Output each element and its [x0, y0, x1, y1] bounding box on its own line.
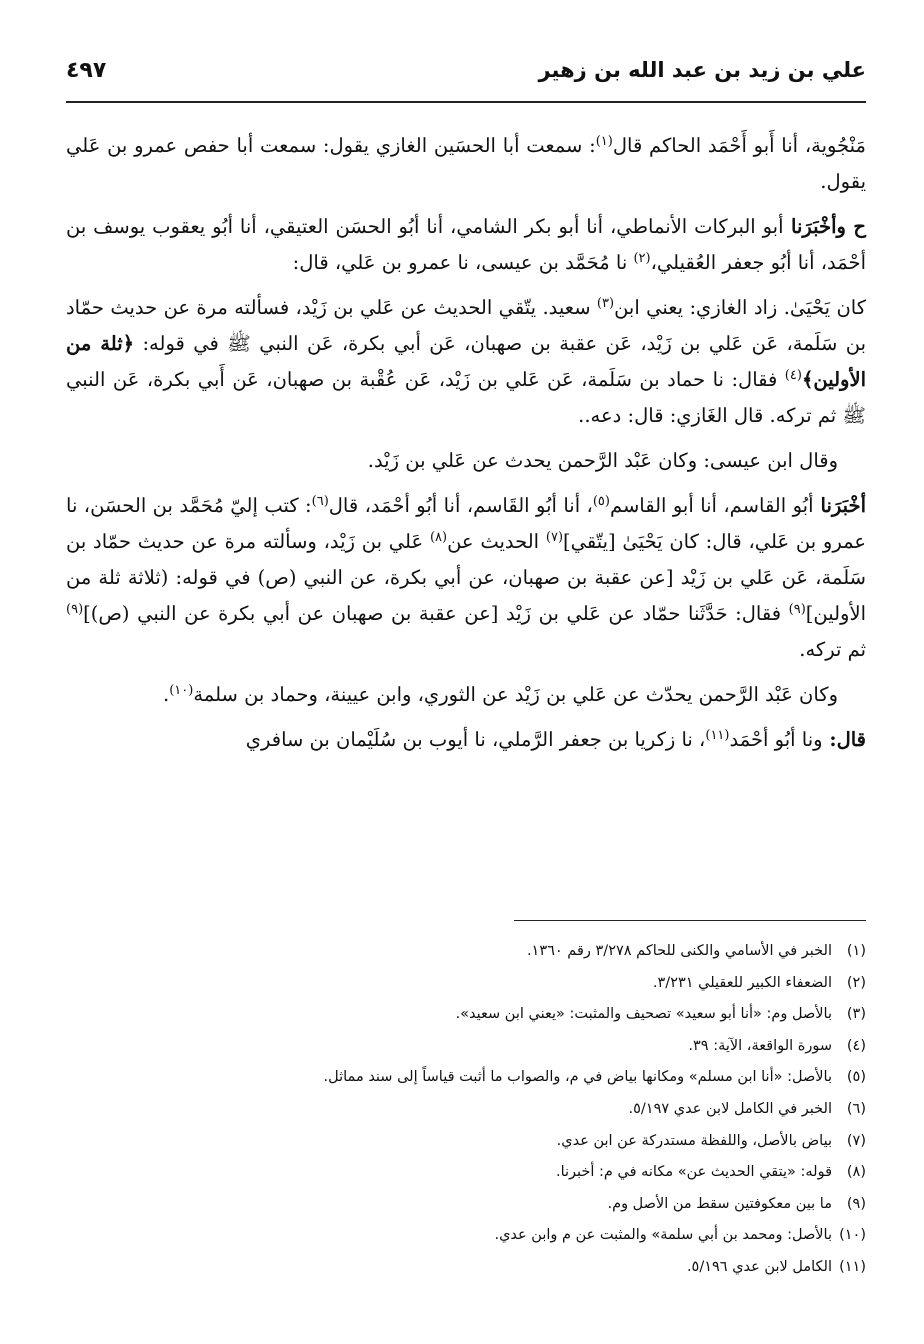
footnote-text: الخبر في الكامل لابن عدي ٥/١٩٧. [628, 1100, 832, 1117]
footnote-item [66, 1252, 866, 1284]
footnote-marker: (٢) [633, 251, 651, 266]
bold-keyword: ﴿ثلة من الأولين﴾ [66, 332, 866, 391]
footnote-text: الضعفاء الكبير للعقيلي ٣/٢٣١. [652, 974, 832, 991]
footnote-text: سورة الواقعة، الآية: ٣٩. [688, 1037, 832, 1054]
footnote-item [66, 1094, 866, 1126]
footnote-text: قوله: «يتقي الحديث عن» مكانه في م: أخبرنا. [555, 1164, 832, 1181]
footnote-item [66, 968, 866, 1000]
footnote-item [66, 1031, 866, 1063]
text-segment: كان يَحْيَىٰ. زاد الغازي: يعني ابن [614, 296, 866, 319]
footnote-text: ما بين معكوفتين سقط من الأصل وم. [607, 1195, 832, 1212]
footnote-marker: (٩) [788, 602, 806, 617]
footnote-marker: (١٠) [169, 683, 194, 698]
footnote-text: بالأصل وم: «أنا أبو سعيد» تصحيف والمثبت: «يعني ابن سعيد». [455, 1006, 832, 1023]
footnote-number: (١) [846, 943, 866, 959]
paragraph [66, 677, 866, 713]
footnote-text: بالأصل: «أنا ابن مسلم» ومكانها بياض في م، والصواب ما أثبت قياساً إلى سند مماثل. [323, 1069, 832, 1086]
footnote-item [66, 1189, 866, 1221]
footnote-marker: (٧) [545, 530, 564, 545]
footnotes [66, 936, 866, 1284]
paragraph [66, 128, 866, 200]
text-segment: ثم تركه. [799, 638, 866, 661]
footnote-marker: (٤) [784, 368, 802, 383]
paragraph [66, 290, 866, 434]
footnote-number: (٨) [846, 1164, 866, 1181]
footnote-item [66, 1126, 866, 1158]
header-divider [66, 101, 866, 103]
text-segment: . [163, 683, 170, 706]
footnote-item [66, 1062, 866, 1094]
text-segment: : سمعت أبا الحسَين الغازي يقول: سمعت أبا حفص عمرو بن عَلي يقول. [66, 134, 866, 193]
text-segment: نا مُحَمَّد بن عيسى، نا عمرو بن عَلي، قال: [292, 251, 634, 274]
footnote-text: الخبر في الأسامي والكنى للحاكم ٣/٢٧٨ رقم ١٣٦٠. [526, 943, 832, 959]
footnote-item [66, 999, 866, 1031]
text-segment: فقال: نا حماد بن سَلَمة، عَن عَلي بن زَيْد، عَن عُقْبة بن صهبان، عَن أَبي بكرة، عَن النبي ﷺ ثم تركه. قال الغَازي: قال: دعه.. [66, 368, 866, 427]
text-segment: وقال ابن عيسى: وكان عَبْد الرَّحمن يحدث عن عَلي بن زَيْد. [367, 449, 838, 472]
footnote-marker: (٨) [429, 530, 448, 545]
footnote-divider [514, 920, 866, 921]
footnote-number: (٤) [846, 1037, 866, 1054]
footnote-number: (٧) [846, 1132, 866, 1149]
footnote-marker: (١١) [705, 728, 730, 743]
footnote-number: (١٠) [839, 1227, 866, 1244]
text-segment: الحديث عن [447, 530, 546, 553]
footnote-marker: (٥) [592, 494, 610, 509]
footnote-item [66, 1220, 866, 1252]
footnote-number: (١١) [839, 1258, 866, 1275]
footnote-number: (٥) [846, 1069, 866, 1086]
running-title: علي بن زيد بن عبد الله بن زهير [538, 58, 866, 82]
text-segment: أبو البركات الأنماطي، أنا أبو بكر الشامي، أنا أبُو الحسَن العتيقي، أنا أبُو يعقوب يوسف بن أحْمَد، أنا أبُو جعفر العُقيلي، [66, 215, 866, 274]
text-segment: ، أنا أبُو القَاسم، أنا أبُو أحْمَد، قال [328, 494, 593, 517]
footnote-text: بالأصل: ومحمد بن أبي سلمة» والمثبت عن م وابن عدي. [494, 1227, 832, 1244]
paragraph [66, 209, 866, 281]
footnote-marker: (١) [595, 134, 613, 149]
page-header [66, 58, 866, 98]
page-number: ٤٩٧ [66, 58, 107, 83]
paragraph [66, 443, 866, 479]
bold-keyword: قال: [822, 728, 866, 751]
bold-keyword: ح وأخْبَرَنا [783, 215, 866, 238]
footnote-text: بياض بالأصل، واللفظة مستدركة عن ابن عدي. [556, 1132, 832, 1149]
paragraph [66, 722, 866, 758]
text-segment: أبُو القاسم، أنا أبو القاسم [609, 494, 814, 517]
footnote-number: (٦) [846, 1100, 866, 1117]
text-segment: مَنْجُوية، أنا أَبو أَحْمَد الحاكم قال [612, 134, 866, 157]
footnote-marker: (٦) [311, 494, 329, 509]
text-segment: : كتب إليّ مُحَمَّد بن الحسَن، نا عمرو بن عَلي، قال: كان يَحْيَىٰ [يتّقي] [66, 494, 867, 553]
footnote-number: (٢) [846, 974, 866, 991]
main-text [66, 128, 866, 767]
footnote-marker: (٣) [596, 296, 615, 311]
footnote-marker: (٩) [66, 602, 84, 617]
paragraph [66, 488, 866, 668]
footnote-item [66, 1157, 866, 1189]
text-segment: فقال: حَدَّثَنا حمّاد عن عَلي بن زَيْد [عن عقبة بن صهبان عن أبي بكرة عن النبي (ص)] [83, 602, 789, 625]
footnote-number: (٣) [846, 1006, 866, 1023]
footnote-item [66, 936, 866, 968]
text-segment: ونا أبُو أحْمَد [729, 728, 823, 751]
bold-keyword: أخْبَرَنا [813, 494, 866, 517]
footnote-text: الكامل لابن عدي ٥/١٩٦. [686, 1258, 832, 1275]
text-segment: عَلي بن زَيْد، وسألته مرة عن حديث حمّاد بن سَلَمة، عَن عَلي بن زَيْد [عن عقبة بن صهبان، عن أبي بكرة، عن النبي (ص) في قوله: (ثلاثة ثلة من الأولين] [66, 530, 866, 625]
footnote-number: (٩) [846, 1195, 866, 1212]
text-segment: سعيد. يتّقي الحديث عن عَلي بن زَيْد، فسألته مرة عن حديث حمّاد بن سَلَمة، عَن عَلي بن زَيْد، عَن عقبة بن صهبان، عَن أبي بكرة، عَن النبي ﷺ في قوله: [66, 296, 866, 355]
text-segment: وكان عَبْد الرَّحمن يحدّث عن عَلي بن زَيْد عن الثوري، وابن عيينة، وحماد بن سلمة [193, 683, 838, 706]
text-segment: ، نا زكريا بن جعفر الرَّملي، نا أيوب بن سُلَيْمان بن سافري [245, 728, 706, 751]
